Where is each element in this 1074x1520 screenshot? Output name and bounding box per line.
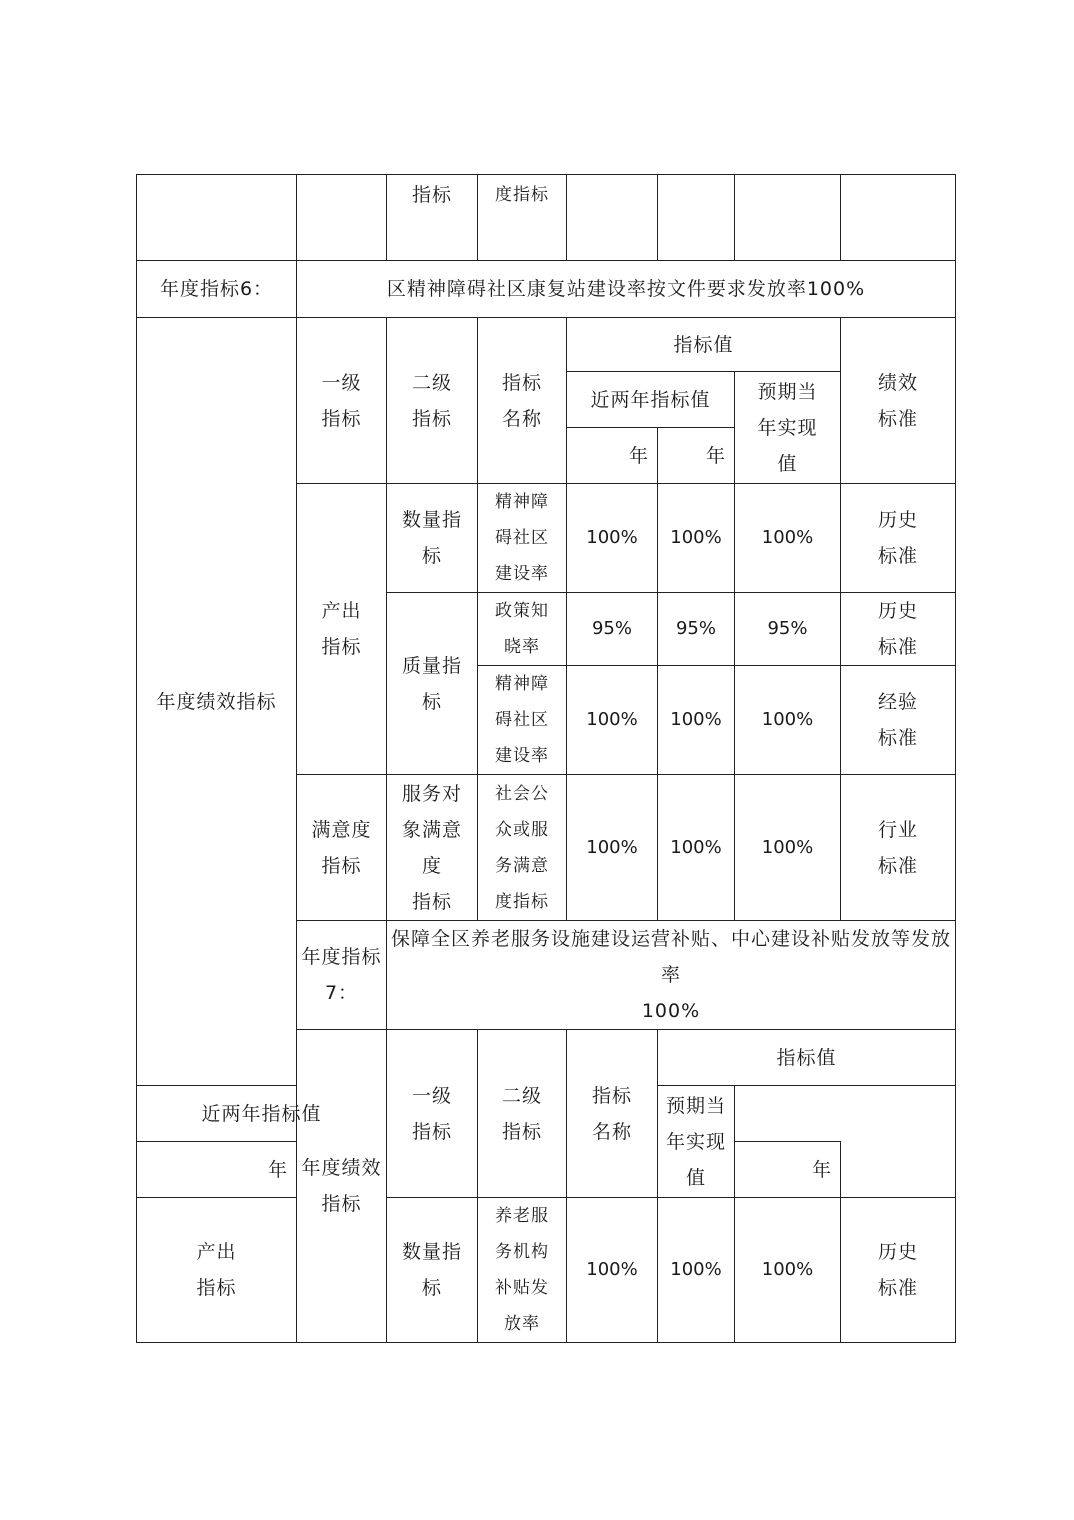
table-row [137,261,956,318]
section-label-7: 年度绩效指标 [297,1030,387,1343]
block6-row1-name: 精神障 碍社区 建设率 [478,484,567,593]
block6-row2-name: 政策知 晓率 [478,593,567,666]
goal7-label: 年度指标7： [297,921,387,1030]
performance-table [136,174,956,1343]
block7-quantity-level2: 数量指 标 [387,1198,478,1343]
header-expected: 预期当 年实现 值 [735,372,841,484]
header7-expected: 预期当 年实现 值 [658,1086,735,1198]
table-row [137,175,956,261]
goal6-label: 年度指标6： [137,261,297,318]
header7-name: 指标 名称 [567,1030,658,1198]
header-level1: 一级 指标 [297,318,387,484]
block6-row3-name: 精神障 碍社区 建设率 [478,666,567,775]
block6-row3-value2: 100% [658,666,735,775]
block7-row1-standard: 历史 标准 [841,1198,956,1343]
empty-cell [735,175,841,261]
block6-row1-value2: 100% [658,484,735,593]
fragment-level2-cell: 指标 [387,175,478,261]
header-level2: 二级 指标 [387,318,478,484]
header-value-group: 指标值 [567,318,841,372]
header-standard: 绩效 标准 [841,318,956,484]
block6-quantity-level2: 数量指 标 [387,484,478,593]
header7-level1: 一级 指标 [387,1030,478,1198]
header7-recent-two-years: 近两年指标值 [137,1086,387,1142]
block6-row1-standard: 历史 标准 [841,484,956,593]
fragment-name-cell: 度指标 [478,175,567,261]
block6-row4-value3: 100% [735,775,841,921]
header-recent-two-years: 近两年指标值 [567,372,735,428]
goal7-text: 保障全区养老服务设施建设运营补贴、中心建设补贴发放等发放率 100% [387,921,956,1030]
block7-row1-value2: 100% [658,1198,735,1343]
empty-cell [841,175,956,261]
block6-row2-value3: 95% [735,593,841,666]
block6-row2-value2: 95% [658,593,735,666]
table-row [137,1198,956,1343]
header7-year-b: 年 [735,1142,841,1198]
block6-row4-standard: 行业 标准 [841,775,956,921]
block7-row1-name: 养老服 务机构 补贴发 放率 [478,1198,567,1343]
block6-row3-standard: 经验 标准 [841,666,956,775]
header7-value-group: 指标值 [658,1030,956,1086]
block6-row2-standard: 历史 标准 [841,593,956,666]
header7-level2: 二级 指标 [478,1030,567,1198]
block6-row3-value3: 100% [735,666,841,775]
empty-cell [658,175,735,261]
block6-row3-value1: 100% [567,666,658,775]
empty-cell [297,175,387,261]
block6-row2-value1: 95% [567,593,658,666]
header-name: 指标 名称 [478,318,567,484]
goal6-text: 区精神障碍社区康复站建设率按文件要求发放率100% [297,261,956,318]
block6-row4-value2: 100% [658,775,735,921]
block7-row1-value3: 100% [735,1198,841,1343]
block6-satisfaction-level1: 满意度 指标 [297,775,387,921]
block6-row4-value1: 100% [567,775,658,921]
header-year-b: 年 [658,428,735,484]
block6-satisfaction-level2: 服务对 象满意 度 指标 [387,775,478,921]
section-label: 年度绩效指标 [137,318,297,1086]
block7-row1-value1: 100% [567,1198,658,1343]
block6-quality-level2: 质量指 标 [387,593,478,775]
header-year-a: 年 [567,428,658,484]
block6-output-level1: 产出 指标 [297,484,387,775]
header7-year-a: 年 [137,1142,297,1198]
block6-row4-name: 社会公 众或服 务满意 度指标 [478,775,567,921]
empty-cell [137,175,297,261]
block6-row1-value1: 100% [567,484,658,593]
table-row [137,318,956,372]
block6-row1-value3: 100% [735,484,841,593]
block7-output-level1: 产出 指标 [137,1198,297,1343]
empty-cell [567,175,658,261]
